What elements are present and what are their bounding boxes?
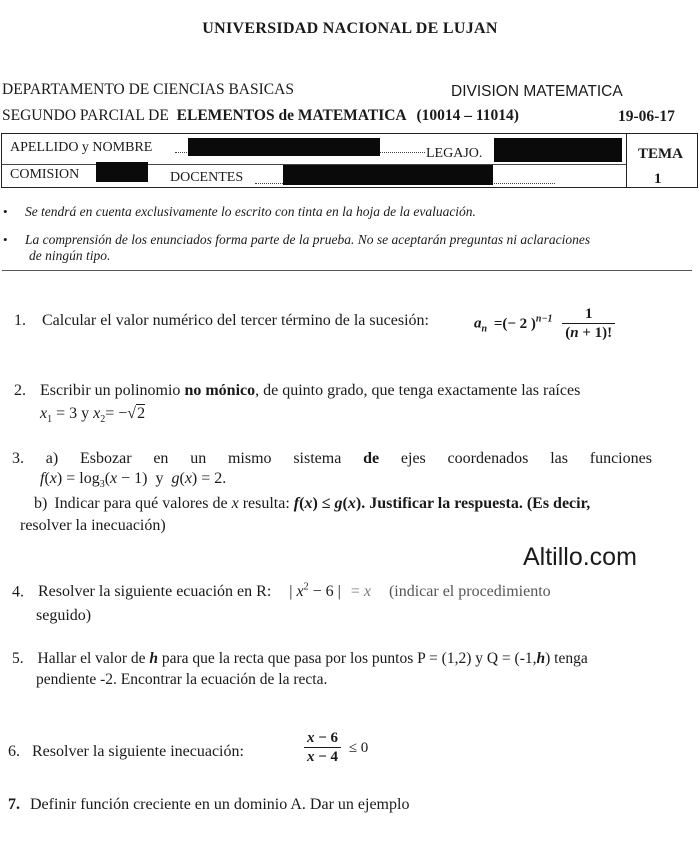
q3b-text: Indicar para qué valores de (54, 495, 228, 512)
q4-number: 4. (12, 583, 24, 601)
university-title: UNIVERSIDAD NACIONAL DE LUJAN (202, 20, 498, 37)
q5-text-after: para que la recta que pasa por los puntos P = (1,2) y Q = (-1, (161, 650, 537, 667)
department-label: DEPARTAMENTO DE CIENCIAS BASICAS (2, 81, 294, 98)
q2-roots: $x_1 = 3$ y $x_2= -√2$ (40, 405, 146, 426)
q7-text: Definir función creciente en un dominio A. Dar un ejemplo (30, 796, 410, 813)
note-comprehension (3, 232, 590, 248)
q1-formula: $a_n$ =(− 2 )$^{n-1}$ $\frac{1}{(n + 1)!}$ (474, 306, 615, 342)
docentes-label: DOCENTES (170, 170, 244, 185)
q3a-word: de (363, 450, 380, 467)
q7-number: 7. (8, 796, 20, 813)
question-1 (14, 312, 429, 330)
exam-title (2, 107, 519, 125)
question-3a (12, 450, 652, 468)
tema-divider (626, 133, 627, 188)
q2-number: 2. (14, 382, 26, 399)
bullet-icon: • (3, 232, 8, 247)
exam-date: 19-06-17 (618, 108, 675, 125)
q4-note2: seguido) (36, 607, 92, 624)
q3b-text2: resulta: (242, 495, 290, 512)
q5-number: 5. (12, 650, 24, 667)
name-redaction (188, 138, 380, 156)
note-ink (3, 204, 476, 220)
question-3b: b) Indicar para qué valores de x resulta: f(x) ≤ g(x). Justificar la respuesta. (Es decir, (34, 495, 591, 512)
question-5: 5. Hallar el valor de h para que la recta que pasa por los puntos P = (1,2) y Q = (-1,h) tenga (12, 650, 588, 667)
q3-number: 3. (12, 450, 24, 467)
q5-line2: pendiente -2. Encontrar la ecuación de la recta. (36, 671, 328, 688)
question-7 (8, 796, 409, 814)
q3a-word: coordenados (447, 450, 529, 467)
note-comprehension-cont: de ningún tipo. (29, 248, 111, 263)
q3a-word: Esbozar (80, 450, 132, 467)
q3a-word: un (190, 450, 207, 467)
q6-number: 6. (8, 743, 20, 760)
q3a-word: ejes (400, 450, 426, 467)
course-name: ELEMENTOS de MATEMATICA (176, 107, 407, 124)
tema-label: TEMA (638, 146, 683, 162)
q2-text-bold: no mónico (184, 382, 256, 399)
q5-text-end: ) tenga (545, 650, 588, 667)
exam-prefix: SEGUNDO PARCIAL DE (2, 107, 169, 124)
comision-redaction (96, 162, 148, 182)
q3a-functions: $f(x) = \log_3(x - 1)$ y g(x) = 2. (40, 470, 227, 491)
q1-number: 1. (14, 312, 26, 329)
question-4: 4. Resolver la siguiente ecuación en R: | $x^2 - 6$ | = x (indicar el procedimiento (12, 582, 551, 601)
legajo-label: LEGAJO. (426, 146, 483, 161)
q1-text: Calcular el valor numérico del tercer término de la sucesión: (42, 312, 429, 329)
q6-text: Resolver la siguiente inecuación: (32, 743, 244, 760)
q4-text: Resolver la siguiente ecuación en R: (38, 583, 272, 601)
q4-note: (indicar el procedimiento (388, 583, 551, 601)
docentes-redaction (283, 165, 493, 185)
note-ink-text: Se tendrá en cuenta exclusivamente lo escrito con tinta en la hoja de la evaluación. (24, 204, 476, 219)
q2-text: Escribir un polinomio (40, 382, 181, 399)
q3b-text4: resolver la inecuación) (20, 517, 166, 534)
q3b-label: b) (34, 495, 48, 512)
tema-value: 1 (654, 171, 662, 187)
q6-formula: $\frac{x - 6}{x - 4}$ ≤ 0 (304, 730, 368, 766)
comision-label: COMISION (10, 167, 80, 182)
legajo-redaction (494, 138, 622, 162)
note-comprehension-text: La comprensión de los enunciados forma parte de la prueba. No se aceptarán preguntas ni aclaraciones (24, 232, 591, 247)
question-6 (8, 743, 244, 761)
q3a-word: funciones (589, 450, 652, 467)
q3a-label: a) (45, 450, 59, 467)
division-label: DIVISION MATEMATICA (451, 83, 623, 100)
q3b-text3: . Justificar la respuesta. (Es decir, (361, 495, 591, 512)
watermark-text: Altillo.com (523, 543, 637, 571)
question-2 (14, 382, 580, 400)
name-label: APELLIDO y NOMBRE (10, 140, 153, 155)
bullet-icon: • (3, 204, 8, 219)
q5-var: h (149, 650, 159, 667)
q5-text: Hallar el valor de (37, 650, 146, 667)
q3a-word: sistema (293, 450, 342, 467)
q3a-word: mismo (227, 450, 272, 467)
notes-divider (2, 270, 692, 271)
course-codes: (10014 – 11014) (416, 107, 519, 124)
q3a-word: las (550, 450, 568, 467)
q2-text-after: , de quinto grado, que tenga exactamente las raíces (255, 382, 581, 399)
q3a-word: en (153, 450, 169, 467)
